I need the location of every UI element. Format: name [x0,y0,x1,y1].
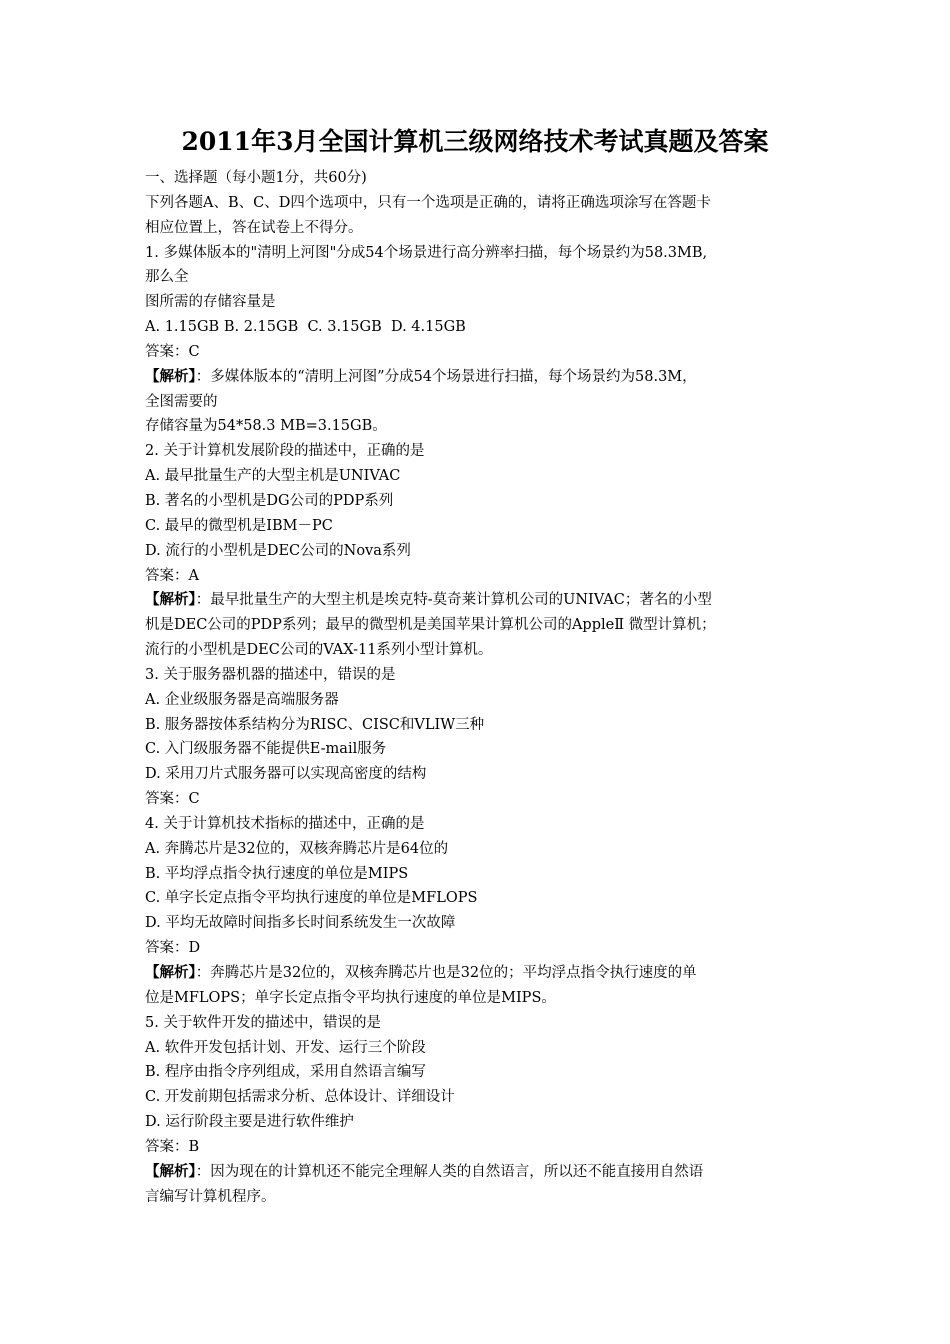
document-body [145,166,810,1209]
analysis-line [145,365,810,390]
analysis-line: 位是MFLOPS；单字长定点指令平均执行速度的单位是MIPS。 [145,989,556,1006]
question-option: C. 最早的微型机是IBM－PC [145,517,333,534]
answer-line: 答案：B [145,1138,200,1155]
question-option: D. 运行阶段主要是进行软件维护 [145,1114,354,1131]
question-option: C. 开发前期包括需求分析、总体设计、详细设计 [145,1089,455,1106]
instructions-line: 下列各题A、B、C、D四个选项中，只有一个选项是正确的，请将正确选项涂写在答题卡 [145,194,711,211]
analysis-line [145,961,810,986]
question-option: D. 平均无故障时间指多长时间系统发生一次故障 [145,915,456,932]
question-stem: 2. 关于计算机发展阶段的描述中，正确的是 [145,443,425,460]
question-option: A. 软件开发包括计划、开发、运行三个阶段 [145,1039,426,1056]
analysis-label: 【解析】 [145,964,196,981]
analysis-text: ：奔腾芯片是32位的，双核奔腾芯片也是32位的；平均浮点指令执行速度的单 [195,965,697,981]
question-option: C. 入门级服务器不能提供E-mail服务 [145,741,387,758]
analysis-label: 【解析】 [145,591,196,609]
analysis-text: ：最早批量生产的大型主机是埃克特-莫奇莱计算机公司的UNIVAC；著名的小型 [195,592,712,609]
analysis-label: 【解析】 [145,1162,196,1180]
answer-line: 答案：C [145,343,200,360]
question-stem: 3. 关于服务器机器的描述中，错误的是 [145,666,396,683]
question-option: B. 平均浮点指令执行速度的单位是MIPS [145,865,409,882]
question-option: A. 企业级服务器是高端服务器 [145,691,339,708]
answer-line: 答案：A [145,567,199,584]
question-option: A. 奔腾芯片是32位的，双核奔腾芯片是64位的 [145,840,449,857]
question-option: B. 服务器按体系结构分为RISC、CISC和VLIW三种 [145,716,485,733]
question-stem: 4. 关于计算机技术指标的描述中，正确的是 [145,815,425,832]
analysis-line [145,1160,810,1185]
question-option: B. 著名的小型机是DG公司的PDP系列 [145,492,394,509]
analysis-text: ：多媒体版本的“清明上河图”分成54个场景进行扫描，每个场景约为58.3M， [195,368,697,385]
question-option: C. 单字长定点指令平均执行速度的单位是MFLOPS [145,890,478,907]
document-title: 2011年3月全国计算机三级网络技术考试真题及答案 [181,127,769,156]
analysis-line [145,588,810,613]
analysis-text: ：因为现在的计算机还不能完全理解人类的自然语言，所以还不能直接用自然语 [195,1163,704,1180]
answer-line: 答案：D [145,940,201,957]
analysis-line: 流行的小型机是DEC公司的VAX-11系列小型计算机。 [145,642,493,659]
answer-line: 答案：C [145,791,200,808]
question-stem: 5. 关于软件开发的描述中，错误的是 [145,1014,381,1031]
analysis-line: 存储容量为54*58.3 MB=3.15GB。 [145,418,387,435]
instructions-line: 相应位置上，答在试卷上不得分。 [145,219,363,236]
question-stem: 图所需的存储容量是 [145,294,276,311]
analysis-line: 言编写计算机程序。 [145,1188,276,1205]
section-heading: 一、选择题（每小题1分，共60分) [145,170,367,186]
question-option: A. 最早批量生产的大型主机是UNIVAC [145,468,401,485]
question-option: D. 流行的小型机是DEC公司的Nova系列 [145,542,411,559]
analysis-label: 【解析】 [145,367,196,385]
question-stem: 那么全 [145,269,189,286]
analysis-line: 机是DEC公司的PDP系列；最早的微型机是美国苹果计算机公司的AppleⅡ 微型计算机； [145,617,716,634]
question-stem: 1. 多媒体版本的"清明上河图"分成54个场景进行高分辨率扫描，每个场景约为58.3MB, [145,244,708,261]
question-option: B. 程序由指令序列组成，采用自然语言编写 [145,1064,426,1081]
question-options: A. 1.15GB B. 2.15GB C. 3.15GB D. 4.15GB [145,319,466,336]
analysis-line: 全图需要的 [145,393,218,410]
question-option: D. 采用刀片式服务器可以实现高密度的结构 [145,766,427,783]
